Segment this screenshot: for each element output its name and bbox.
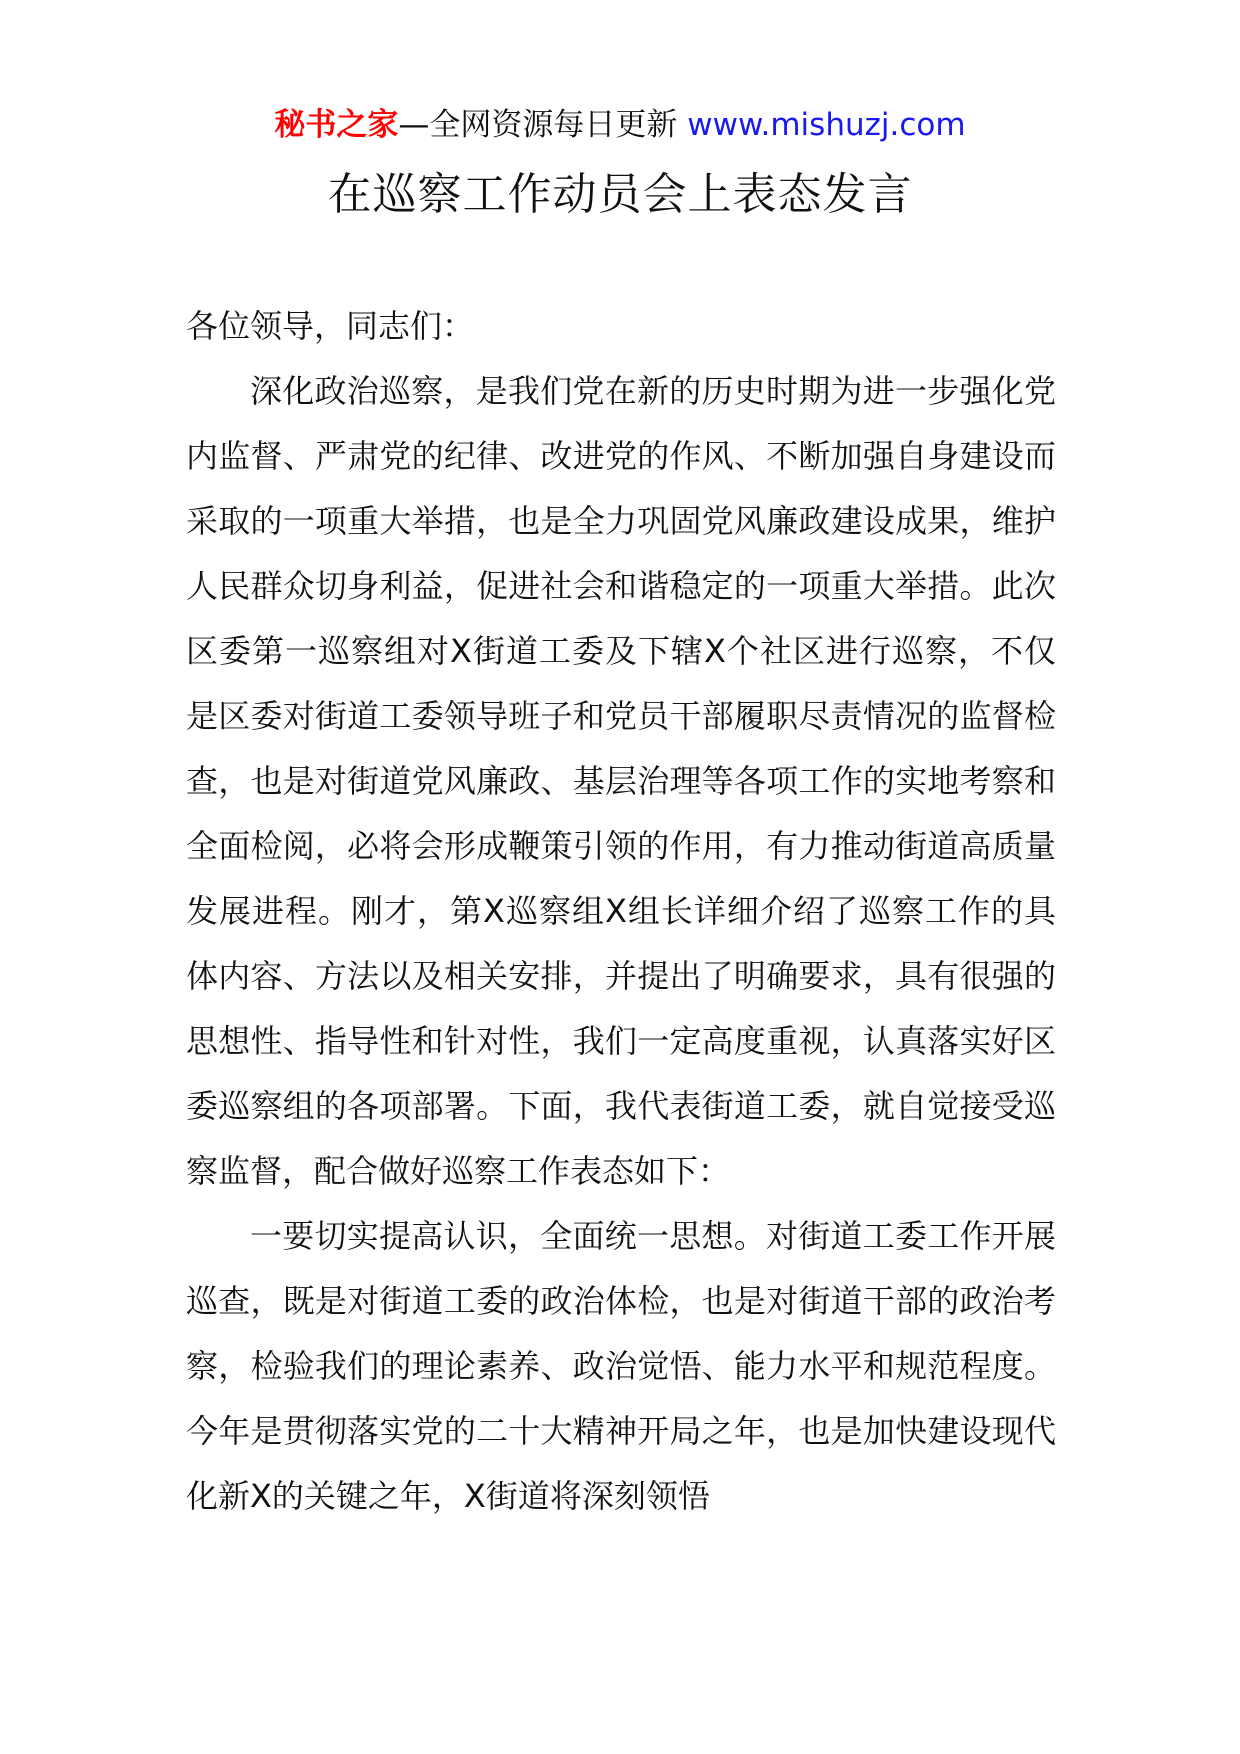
salutation: 各位领导，同志们：	[186, 307, 475, 345]
site-banner	[0, 103, 1240, 147]
document-title: 在巡察工作动员会上表态发言	[327, 169, 913, 220]
site-url-link[interactable]: www.mishuzj.com	[687, 107, 966, 143]
brand-name: 秘书之家	[274, 107, 399, 143]
banner-tagline: —全网资源每日更新	[398, 107, 688, 143]
paragraph: 深化政治巡察，是我们党在新的历史时期为进一步强化党内监督、严肃党的纪律、改进党的作风、不断加强自身建设而采取的一项重大举措，也是全力巩固党风廉政建设成果，维护人民群众切身利益，促进社会和谐稳定的一项重大举措。此次区委第一巡察组对X街道工委及下辖X个社区进行巡察，不仅是区委对街道工委领导班子和党员干部履职尽责情况的监督检查，也是对街道党风廉政、基层治理等各项工作的实地考察和全面检阅，必将会形成鞭策引领的作用，有力推动街道高质量发展进程。刚才，第X巡察组X组长详细介绍了巡察工作的具体内容、方法以及相关安排，并提出了明确要求，具有很强的思想性、指导性和针对性，我们一定高度重视，认真落实好区委巡察组的各项部署。下面，我代表街道工委，就自觉接受巡察监督，配合做好巡察工作表态如下：	[186, 372, 1056, 1190]
paragraph: 一要切实提高认识，全面统一思想。对街道工委工作开展巡查，既是对街道工委的政治体检，也是对街道干部的政治考察，检验我们的理论素养、政治觉悟、能力水平和规范程度。今年是贯彻落实党的二十大精神开局之年，也是加快建设现代化新X的关键之年，X街道将深刻领悟	[186, 1217, 1056, 1515]
document-body	[186, 294, 1056, 1529]
